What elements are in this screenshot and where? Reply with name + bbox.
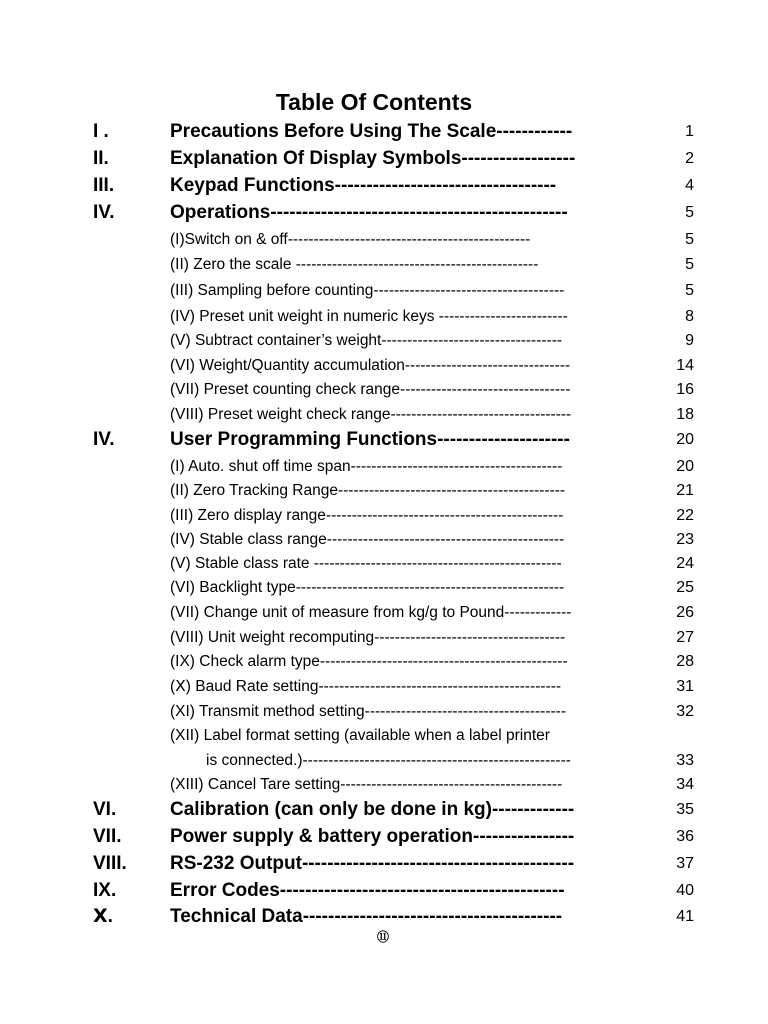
toc-entry-page: 21 [676,482,694,499]
toc-entry-page: 24 [676,555,694,572]
toc-entry-title: (V) Stable class rate ------------------------------------------------ [170,555,562,572]
toc-entry-title: (IV) Preset unit weight in numeric keys ------------------------- [170,308,568,325]
toc-entry-title: Explanation Of Display Symbols------------------ [170,148,576,169]
toc-entry-title: (VIII) Unit weight recomputing------------------------------------- [170,629,566,646]
toc-entry-title: (VI) Weight/Quantity accumulation-------------------------------- [170,357,571,374]
toc-entry-title: (V) Subtract container’s weight----------------------------------- [170,332,563,349]
toc-entry-page: 27 [676,629,694,646]
page-number-mark: ⑪ [377,930,390,944]
page-title: Table Of Contents [275,89,473,115]
toc-entry-page: 40 [676,882,694,899]
toc-entry-page: 31 [676,678,694,695]
toc-entry-title: (VII) Change unit of measure from kg/g to Pound------------- [170,604,572,621]
toc-entry-page: 41 [676,908,694,925]
toc-entry-title: Error Codes--------------------------------------------- [170,880,565,901]
toc-entry-title: (III) Sampling before counting------------------------------------- [170,282,565,299]
toc-entry-page: 26 [676,604,694,621]
toc-entry-title: Power supply & battery operation---------------- [170,826,575,847]
toc-entry-page: 33 [676,752,694,769]
toc-entry-title: (III) Zero display range---------------------------------------------- [170,507,564,524]
toc-entry-title: RS-232 Output------------------------------------------- [170,853,575,874]
toc-entry-page: 18 [676,406,694,423]
toc-entry-title: is connected.)---------------------------------------------------- [206,752,571,769]
toc-entry-number: IV. [93,429,115,450]
toc-entry-page: 2 [685,150,694,167]
toc-entry-page: 28 [676,653,694,670]
toc-entry-title: Technical Data----------------------------------------- [170,906,563,927]
toc-entry-number: III. [93,175,115,196]
toc-entry-number: I . [93,121,109,142]
toc-entry-page: 5 [685,256,694,273]
toc-entry-title: User Programming Functions--------------------- [170,429,570,450]
toc-entry-title: (I) Auto. shut off time span----------------------------------------- [170,458,563,475]
toc-entry-page: 5 [685,231,694,248]
toc-entry-title: (II) Zero Tracking Range-------------------------------------------- [170,482,566,499]
toc-entry-page: 36 [676,828,694,845]
toc-entry-number: Ⅹ. [93,906,113,927]
toc-entry-title: (Ⅹ) Baud Rate setting----------------------------------------------- [170,678,562,695]
toc-entry-page: 4 [685,177,694,194]
toc-entry-page: 23 [676,531,694,548]
toc-entry-page: 22 [676,507,694,524]
toc-entry-title: (XII) Label format setting (available when a label printer [170,727,550,744]
toc-entry-title: (XIII) Cancel Tare setting------------------------------------------- [170,776,563,793]
toc-entry-page: 8 [685,308,694,325]
toc-entry-number: VIII. [93,853,127,874]
toc-entry-page: 20 [676,431,694,448]
toc-entry-page: 14 [676,357,694,374]
toc-entry-page: 32 [676,703,694,720]
toc-entry-page: 20 [676,458,694,475]
toc-entry-title: (XI) Transmit method setting--------------------------------------- [170,703,566,720]
toc-entry-page: 34 [676,776,694,793]
toc-entry-page: 5 [685,204,694,221]
toc-entry-page: 37 [676,855,694,872]
toc-entry-title: (VIII) Preset weight check range----------------------------------- [170,406,572,423]
toc-entry-title: Keypad Functions----------------------------------- [170,175,557,196]
toc-entry-title: (I)Switch on & off----------------------------------------------- [170,231,531,248]
toc-entry-number: VII. [93,826,122,847]
toc-entry-title: (IV) Stable class range---------------------------------------------- [170,531,565,548]
toc-entry-page: 5 [685,282,694,299]
toc-entry-page: 9 [685,332,694,349]
toc-entry-title: Calibration (can only be done in kg)------------- [170,799,575,820]
toc-entry-number: II. [93,148,109,169]
toc-entry-title: (IX) Check alarm type------------------------------------------------ [170,653,568,670]
toc-entry-title: (VII) Preset counting check range--------------------------------- [170,381,571,398]
toc-entry-title: Operations----------------------------------------------- [170,202,568,223]
toc-entry-number: IX. [93,880,117,901]
toc-entry-page: 16 [676,381,694,398]
toc-entry-title: Precautions Before Using The Scale------------ [170,121,573,142]
toc-entry-title: (II) Zero the scale ----------------------------------------------- [170,256,539,273]
toc-entry-number: VI. [93,799,117,820]
toc-entry-number: IV. [93,202,115,223]
toc-entry-page: 1 [685,123,694,140]
toc-entry-page: 35 [676,801,694,818]
toc-entry-title: (VI) Backlight type---------------------------------------------------- [170,579,565,596]
toc-entry-page: 25 [676,579,694,596]
